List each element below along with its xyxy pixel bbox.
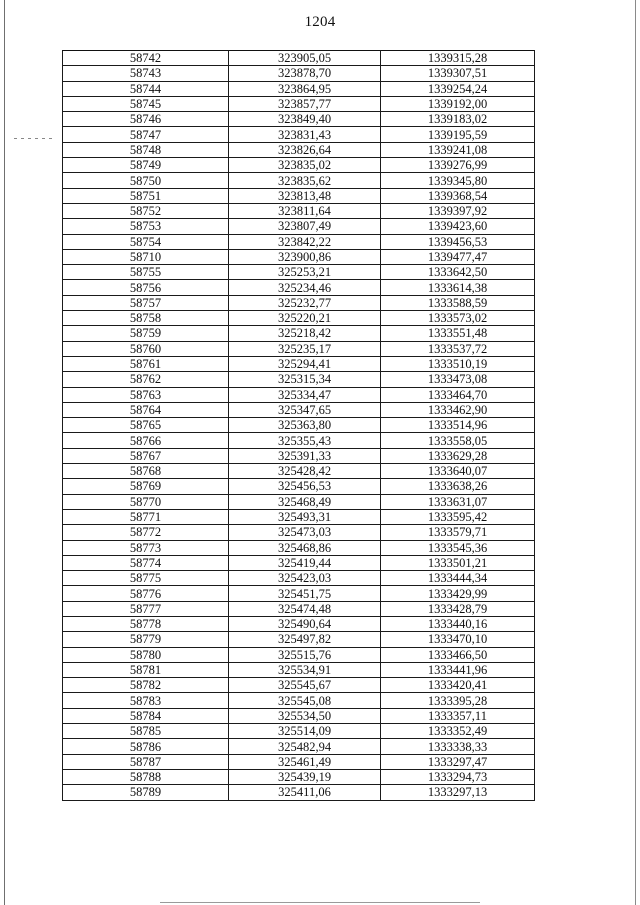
x-coordinate-cell: 323835,62 — [229, 173, 381, 188]
point-id-cell: 58744 — [63, 81, 229, 96]
table-row — [63, 601, 535, 616]
x-coordinate-cell: 323905,05 — [229, 51, 381, 66]
point-id-cell: 58772 — [63, 525, 229, 540]
y-coordinate-cell: 1333501,21 — [381, 555, 535, 570]
y-coordinate-cell: 1333357,11 — [381, 708, 535, 723]
y-coordinate-cell: 1339183,02 — [381, 112, 535, 127]
point-id-cell: 58754 — [63, 234, 229, 249]
x-coordinate-cell: 325468,86 — [229, 540, 381, 555]
table-row — [63, 112, 535, 127]
point-id-cell: 58780 — [63, 647, 229, 662]
page-number: 1204 — [304, 14, 336, 30]
y-coordinate-cell: 1333420,41 — [381, 678, 535, 693]
point-id-cell: 58762 — [63, 372, 229, 387]
table-row — [63, 433, 535, 448]
table-row — [63, 311, 535, 326]
y-coordinate-cell: 1333514,96 — [381, 418, 535, 433]
point-id-cell: 58782 — [63, 678, 229, 693]
y-coordinate-cell: 1333473,08 — [381, 372, 535, 387]
y-coordinate-cell: 1333464,70 — [381, 387, 535, 402]
table-row — [63, 571, 535, 586]
x-coordinate-cell: 323835,02 — [229, 158, 381, 173]
point-id-cell: 58748 — [63, 142, 229, 157]
x-coordinate-cell: 323857,77 — [229, 96, 381, 111]
point-id-cell: 58756 — [63, 280, 229, 295]
y-coordinate-cell: 1333595,42 — [381, 509, 535, 524]
table-row — [63, 678, 535, 693]
table-row — [63, 509, 535, 524]
y-coordinate-cell: 1339456,53 — [381, 234, 535, 249]
scan-artifact-bottom — [160, 902, 480, 903]
point-id-cell: 58786 — [63, 739, 229, 754]
y-coordinate-cell: 1333510,19 — [381, 356, 535, 371]
table-row — [63, 647, 535, 662]
point-id-cell: 58767 — [63, 448, 229, 463]
point-id-cell: 58753 — [63, 219, 229, 234]
y-coordinate-cell: 1339477,47 — [381, 249, 535, 264]
table-row — [63, 448, 535, 463]
point-id-cell: 58763 — [63, 387, 229, 402]
point-id-cell: 58776 — [63, 586, 229, 601]
y-coordinate-cell: 1333551,48 — [381, 326, 535, 341]
point-id-cell: 58783 — [63, 693, 229, 708]
coordinates-table-body — [63, 51, 535, 801]
table-row — [63, 418, 535, 433]
y-coordinate-cell: 1333573,02 — [381, 311, 535, 326]
point-id-cell: 58749 — [63, 158, 229, 173]
point-id-cell: 58746 — [63, 112, 229, 127]
table-row — [63, 249, 535, 264]
table-row — [63, 326, 535, 341]
point-id-cell: 58765 — [63, 418, 229, 433]
point-id-cell: 58758 — [63, 311, 229, 326]
y-coordinate-cell: 1333588,59 — [381, 295, 535, 310]
y-coordinate-cell: 1339241,08 — [381, 142, 535, 157]
table-row — [63, 66, 535, 81]
table-row — [63, 555, 535, 570]
y-coordinate-cell: 1333429,99 — [381, 586, 535, 601]
point-id-cell: 58784 — [63, 708, 229, 723]
x-coordinate-cell: 323849,40 — [229, 112, 381, 127]
x-coordinate-cell: 325423,03 — [229, 571, 381, 586]
table-row — [63, 295, 535, 310]
point-id-cell: 58768 — [63, 464, 229, 479]
table-row — [63, 540, 535, 555]
y-coordinate-cell: 1333294,73 — [381, 769, 535, 784]
x-coordinate-cell: 323813,48 — [229, 188, 381, 203]
y-coordinate-cell: 1339368,54 — [381, 188, 535, 203]
x-coordinate-cell: 325493,31 — [229, 509, 381, 524]
y-coordinate-cell: 1339397,92 — [381, 203, 535, 218]
x-coordinate-cell: 325253,21 — [229, 265, 381, 280]
x-coordinate-cell: 325451,75 — [229, 586, 381, 601]
y-coordinate-cell: 1333640,07 — [381, 464, 535, 479]
table-row — [63, 219, 535, 234]
x-coordinate-cell: 325355,43 — [229, 433, 381, 448]
point-id-cell: 58743 — [63, 66, 229, 81]
point-id-cell: 58766 — [63, 433, 229, 448]
table-row — [63, 693, 535, 708]
point-id-cell: 58779 — [63, 632, 229, 647]
point-id-cell: 58789 — [63, 785, 229, 800]
point-id-cell: 58752 — [63, 203, 229, 218]
x-coordinate-cell: 323900,86 — [229, 249, 381, 264]
table-row — [63, 769, 535, 784]
x-coordinate-cell: 325456,53 — [229, 479, 381, 494]
x-coordinate-cell: 325347,65 — [229, 402, 381, 417]
x-coordinate-cell: 325411,06 — [229, 785, 381, 800]
point-id-cell: 58764 — [63, 402, 229, 417]
table-row — [63, 785, 535, 800]
x-coordinate-cell: 325391,33 — [229, 448, 381, 463]
table-row — [63, 203, 535, 218]
x-coordinate-cell: 325468,49 — [229, 494, 381, 509]
point-id-cell: 58775 — [63, 571, 229, 586]
y-coordinate-cell: 1333338,33 — [381, 739, 535, 754]
table-row — [63, 188, 535, 203]
point-id-cell: 58787 — [63, 754, 229, 769]
x-coordinate-cell: 323864,95 — [229, 81, 381, 96]
point-id-cell: 58773 — [63, 540, 229, 555]
x-coordinate-cell: 323807,49 — [229, 219, 381, 234]
y-coordinate-cell: 1339307,51 — [381, 66, 535, 81]
coordinates-table — [62, 50, 535, 801]
x-coordinate-cell: 325218,42 — [229, 326, 381, 341]
y-coordinate-cell: 1333642,50 — [381, 265, 535, 280]
point-id-cell: 58755 — [63, 265, 229, 280]
table-row — [63, 372, 535, 387]
x-coordinate-cell: 325419,44 — [229, 555, 381, 570]
y-coordinate-cell: 1333537,72 — [381, 341, 535, 356]
y-coordinate-cell: 1339345,80 — [381, 173, 535, 188]
x-coordinate-cell: 325490,64 — [229, 616, 381, 631]
table-row — [63, 479, 535, 494]
point-id-cell: 58778 — [63, 616, 229, 631]
point-id-cell: 58774 — [63, 555, 229, 570]
table-row — [63, 81, 535, 96]
point-id-cell: 58771 — [63, 509, 229, 524]
scan-edge-right — [635, 0, 636, 905]
table-row — [63, 494, 535, 509]
point-id-cell: 58747 — [63, 127, 229, 142]
x-coordinate-cell: 325232,77 — [229, 295, 381, 310]
table-row — [63, 754, 535, 769]
y-coordinate-cell: 1333441,96 — [381, 662, 535, 677]
x-coordinate-cell: 325315,34 — [229, 372, 381, 387]
y-coordinate-cell: 1333297,47 — [381, 754, 535, 769]
y-coordinate-cell: 1333352,49 — [381, 724, 535, 739]
table-row — [63, 51, 535, 66]
x-coordinate-cell: 325474,48 — [229, 601, 381, 616]
y-coordinate-cell: 1333579,71 — [381, 525, 535, 540]
y-coordinate-cell: 1333631,07 — [381, 494, 535, 509]
table-row — [63, 356, 535, 371]
x-coordinate-cell: 325473,03 — [229, 525, 381, 540]
table-row — [63, 464, 535, 479]
x-coordinate-cell: 325428,42 — [229, 464, 381, 479]
x-coordinate-cell: 325234,46 — [229, 280, 381, 295]
y-coordinate-cell: 1339192,00 — [381, 96, 535, 111]
y-coordinate-cell: 1339254,24 — [381, 81, 535, 96]
point-id-cell: 58759 — [63, 326, 229, 341]
table-row — [63, 158, 535, 173]
y-coordinate-cell: 1333466,50 — [381, 647, 535, 662]
table-row — [63, 127, 535, 142]
point-id-cell: 58788 — [63, 769, 229, 784]
x-coordinate-cell: 325235,17 — [229, 341, 381, 356]
point-id-cell: 58742 — [63, 51, 229, 66]
x-coordinate-cell: 323826,64 — [229, 142, 381, 157]
point-id-cell: 58777 — [63, 601, 229, 616]
y-coordinate-cell: 1339276,99 — [381, 158, 535, 173]
y-coordinate-cell: 1333440,16 — [381, 616, 535, 631]
y-coordinate-cell: 1333558,05 — [381, 433, 535, 448]
table-row — [63, 142, 535, 157]
table-row — [63, 525, 535, 540]
point-id-cell: 58751 — [63, 188, 229, 203]
y-coordinate-cell: 1333470,10 — [381, 632, 535, 647]
x-coordinate-cell: 325461,49 — [229, 754, 381, 769]
y-coordinate-cell: 1333629,28 — [381, 448, 535, 463]
table-row — [63, 387, 535, 402]
x-coordinate-cell: 323842,22 — [229, 234, 381, 249]
y-coordinate-cell: 1333614,38 — [381, 280, 535, 295]
point-id-cell: 58750 — [63, 173, 229, 188]
y-coordinate-cell: 1333428,79 — [381, 601, 535, 616]
x-coordinate-cell: 325363,80 — [229, 418, 381, 433]
x-coordinate-cell: 325220,21 — [229, 311, 381, 326]
x-coordinate-cell: 325294,41 — [229, 356, 381, 371]
y-coordinate-cell: 1339195,59 — [381, 127, 535, 142]
y-coordinate-cell: 1333297,13 — [381, 785, 535, 800]
x-coordinate-cell: 325439,19 — [229, 769, 381, 784]
point-id-cell: 58781 — [63, 662, 229, 677]
table-row — [63, 173, 535, 188]
point-id-cell: 58769 — [63, 479, 229, 494]
table-row — [63, 724, 535, 739]
table-row — [63, 341, 535, 356]
point-id-cell: 58745 — [63, 96, 229, 111]
x-coordinate-cell: 325515,76 — [229, 647, 381, 662]
x-coordinate-cell: 325482,94 — [229, 739, 381, 754]
table-row — [63, 739, 535, 754]
x-coordinate-cell: 325545,08 — [229, 693, 381, 708]
point-id-cell: 58761 — [63, 356, 229, 371]
point-id-cell: 58710 — [63, 249, 229, 264]
y-coordinate-cell: 1333462,90 — [381, 402, 535, 417]
x-coordinate-cell: 323878,70 — [229, 66, 381, 81]
x-coordinate-cell: 323811,64 — [229, 203, 381, 218]
table-row — [63, 662, 535, 677]
x-coordinate-cell: 325514,09 — [229, 724, 381, 739]
table-row — [63, 280, 535, 295]
point-id-cell: 58757 — [63, 295, 229, 310]
table-row — [63, 616, 535, 631]
x-coordinate-cell: 325497,82 — [229, 632, 381, 647]
scan-artifact-mark — [14, 138, 54, 139]
x-coordinate-cell: 323831,43 — [229, 127, 381, 142]
x-coordinate-cell: 325334,47 — [229, 387, 381, 402]
x-coordinate-cell: 325545,67 — [229, 678, 381, 693]
table-row — [63, 708, 535, 723]
x-coordinate-cell: 325534,91 — [229, 662, 381, 677]
table-row — [63, 234, 535, 249]
y-coordinate-cell: 1333395,28 — [381, 693, 535, 708]
point-id-cell: 58770 — [63, 494, 229, 509]
scan-edge-left — [4, 0, 5, 905]
y-coordinate-cell: 1333545,36 — [381, 540, 535, 555]
y-coordinate-cell: 1333638,26 — [381, 479, 535, 494]
table-row — [63, 586, 535, 601]
table-row — [63, 96, 535, 111]
point-id-cell: 58760 — [63, 341, 229, 356]
y-coordinate-cell: 1339315,28 — [381, 51, 535, 66]
y-coordinate-cell: 1339423,60 — [381, 219, 535, 234]
table-row — [63, 402, 535, 417]
y-coordinate-cell: 1333444,34 — [381, 571, 535, 586]
x-coordinate-cell: 325534,50 — [229, 708, 381, 723]
point-id-cell: 58785 — [63, 724, 229, 739]
table-row — [63, 632, 535, 647]
table-row — [63, 265, 535, 280]
